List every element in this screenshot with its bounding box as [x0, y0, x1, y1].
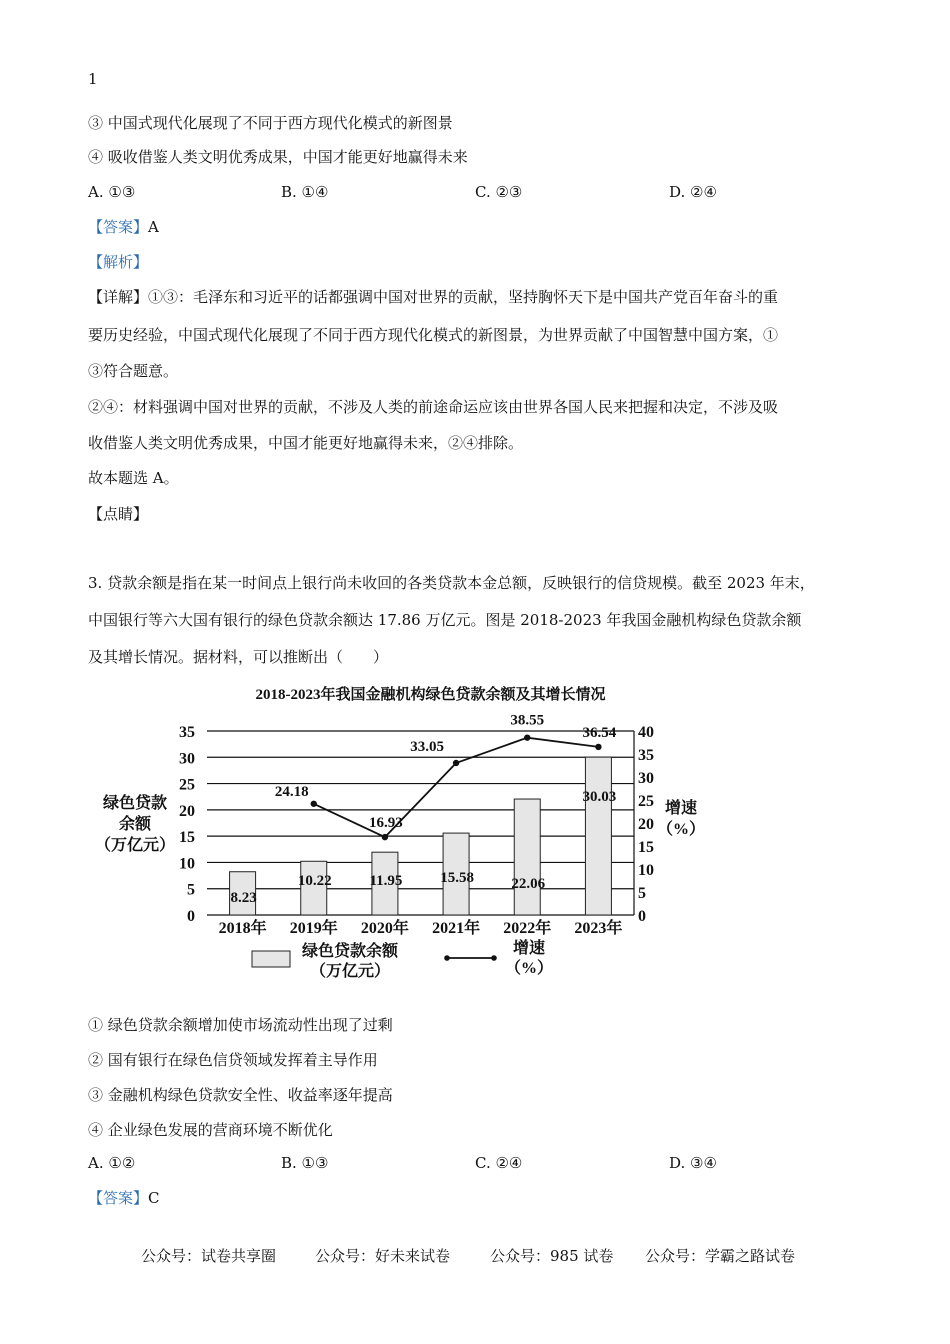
- detail-line-1: 【详解】①③：毛泽东和习近平的话都强调中国对世界的贡献，坚持胸怀天下是中国共产党百年奋斗的重: [88, 288, 779, 306]
- detail-line-5: 收借鉴人类文明优秀成果，中国才能更好地赢得未来，②④排除。: [88, 434, 524, 452]
- growth-point: [311, 801, 317, 807]
- growth-point: [524, 734, 530, 740]
- q3-option-d: D. ③④: [669, 1154, 717, 1172]
- left-tick-label: 30: [179, 750, 195, 768]
- line-value-label: 38.55: [510, 712, 545, 729]
- right-tick-label: 40: [638, 724, 654, 741]
- bar: [514, 799, 540, 915]
- category-label: 2018年: [218, 920, 267, 937]
- legend-line-label: 增速: [512, 940, 546, 957]
- footer-item-1: 公众号：试卷共享圈: [141, 1247, 277, 1265]
- left-tick-label: 10: [179, 855, 195, 873]
- q3-answer: [88, 1188, 160, 1208]
- left-tick-label: 15: [179, 829, 195, 847]
- line-value-label: 24.18: [274, 783, 309, 800]
- category-label: 2021年: [432, 920, 481, 937]
- right-tick-label: 15: [638, 839, 654, 856]
- q3-item-1: ① 绿色贷款余额增加使市场流动性出现了过剩: [88, 1016, 393, 1034]
- left-axis-label: 余额: [118, 816, 152, 833]
- category-label: 2023年: [574, 920, 623, 937]
- left-tick-label: 35: [179, 724, 195, 741]
- right-tick-label: 5: [638, 885, 646, 902]
- left-tick-label: 5: [187, 881, 195, 899]
- q3-option-c: C. ②④: [475, 1154, 523, 1172]
- growth-point: [595, 744, 601, 750]
- bar-value-label: 10.22: [297, 873, 332, 889]
- detail-line-3: ③符合题意。: [88, 362, 179, 380]
- left-axis-label: （万亿元）: [94, 837, 176, 854]
- q3-stem-line-1: 3. 贷款余额是指在某一时间点上银行尚未收回的各类贷款本金总额，反映银行的信贷规模。截至 2023 年末，: [88, 574, 815, 592]
- line-value-label: 33.05: [410, 738, 444, 755]
- legend-line-label: （%）: [504, 960, 554, 977]
- line-value-label: 16.93: [369, 815, 403, 832]
- bar-value-label: 22.06: [511, 876, 546, 892]
- detail-line-6: 故本题选 A。: [88, 469, 179, 487]
- growth-point: [453, 760, 459, 766]
- right-axis-label: （%）: [656, 821, 706, 838]
- q3-option-b: B. ①③: [281, 1154, 329, 1172]
- answer-value: C: [148, 1189, 160, 1207]
- q3-stem-line-2: 中国银行等六大国有银行的绿色贷款余额达 17.86 万亿元。图是 2018-2023 年我国金融机构绿色贷款余额: [88, 611, 802, 629]
- left-tick-label: 20: [179, 802, 195, 820]
- right-tick-label: 30: [638, 770, 654, 787]
- growth-line: [314, 738, 599, 837]
- bar-value-label: 11.95: [369, 873, 403, 889]
- right-tick-label: 35: [638, 747, 654, 764]
- q2-option-c: C. ②③: [475, 183, 523, 201]
- bar: [585, 757, 611, 915]
- q3-option-a: A. ①②: [88, 1154, 136, 1172]
- q2-option-a: A. ①③: [88, 183, 136, 201]
- footer-item-4: 公众号：学霸之路试卷: [645, 1247, 796, 1265]
- bar-value-label: 30.03: [582, 789, 617, 805]
- q2-item-4: ④ 吸收借鉴人类文明优秀成果，中国才能更好地赢得未来: [88, 148, 468, 166]
- answer-label: 【答案】: [88, 218, 149, 236]
- right-tick-label: 10: [638, 862, 654, 879]
- answer-label: 【答案】: [88, 1189, 149, 1207]
- q2-item-3: ③ 中国式现代化展现了不同于西方现代化模式的新图景: [88, 114, 453, 132]
- category-label: 2020年: [360, 920, 409, 937]
- answer-value: A: [148, 218, 159, 236]
- right-tick-label: 25: [638, 793, 654, 810]
- bar-value-label: 8.23: [230, 890, 257, 906]
- q2-option-d: D. ②④: [669, 183, 717, 201]
- legend-line-dot: [444, 955, 450, 961]
- footer-item-2: 公众号：好未来试卷: [315, 1247, 451, 1265]
- legend-bar-label: 绿色贷款余额: [301, 943, 399, 960]
- category-label: 2022年: [503, 920, 552, 937]
- growth-point: [382, 834, 388, 840]
- legend-bar-label: （万亿元）: [309, 963, 391, 980]
- tip-label: 【点睛】: [88, 505, 149, 523]
- footer-item-3: 公众号：985 试卷: [490, 1247, 614, 1265]
- q3-item-4: ④ 企业绿色发展的营商环境不断优化: [88, 1121, 333, 1139]
- bar-value-label: 15.58: [440, 870, 474, 886]
- q3-item-3: ③ 金融机构绿色贷款安全性、收益率逐年提高: [88, 1086, 393, 1104]
- right-tick-label: 0: [638, 908, 646, 925]
- left-tick-label: 25: [179, 776, 195, 794]
- right-axis-label: 增速: [664, 800, 698, 817]
- page-number: 1: [88, 70, 98, 88]
- left-axis-label: 绿色贷款: [102, 795, 168, 812]
- q2-option-b: B. ①④: [281, 183, 329, 201]
- detail-line-4: ②④：材料强调中国对世界的贡献，不涉及人类的前途命运应该由世界各国人民来把握和决定，不涉及吸: [88, 398, 779, 416]
- q3-item-2: ② 国有银行在绿色信贷领域发挥着主导作用: [88, 1051, 378, 1069]
- left-tick-label: 0: [187, 908, 195, 925]
- detail-line-2: 要历史经验，中国式现代化展现了不同于西方现代化模式的新图景，为世界贡献了中国智慧中国方案，①: [88, 326, 779, 344]
- category-label: 2019年: [289, 920, 338, 937]
- q3-stem-line-3: 及其增长情况。据材料，可以推断出（ ）: [88, 648, 389, 666]
- legend-bar-swatch: [252, 951, 290, 967]
- chart-title: 2018-2023年我国金融机构绿色贷款余额及其增长情况: [255, 687, 606, 703]
- line-value-label: 36.54: [582, 724, 617, 741]
- analysis-label: 【解析】: [88, 253, 149, 271]
- right-tick-label: 20: [638, 816, 654, 833]
- legend-line-dot: [491, 955, 497, 961]
